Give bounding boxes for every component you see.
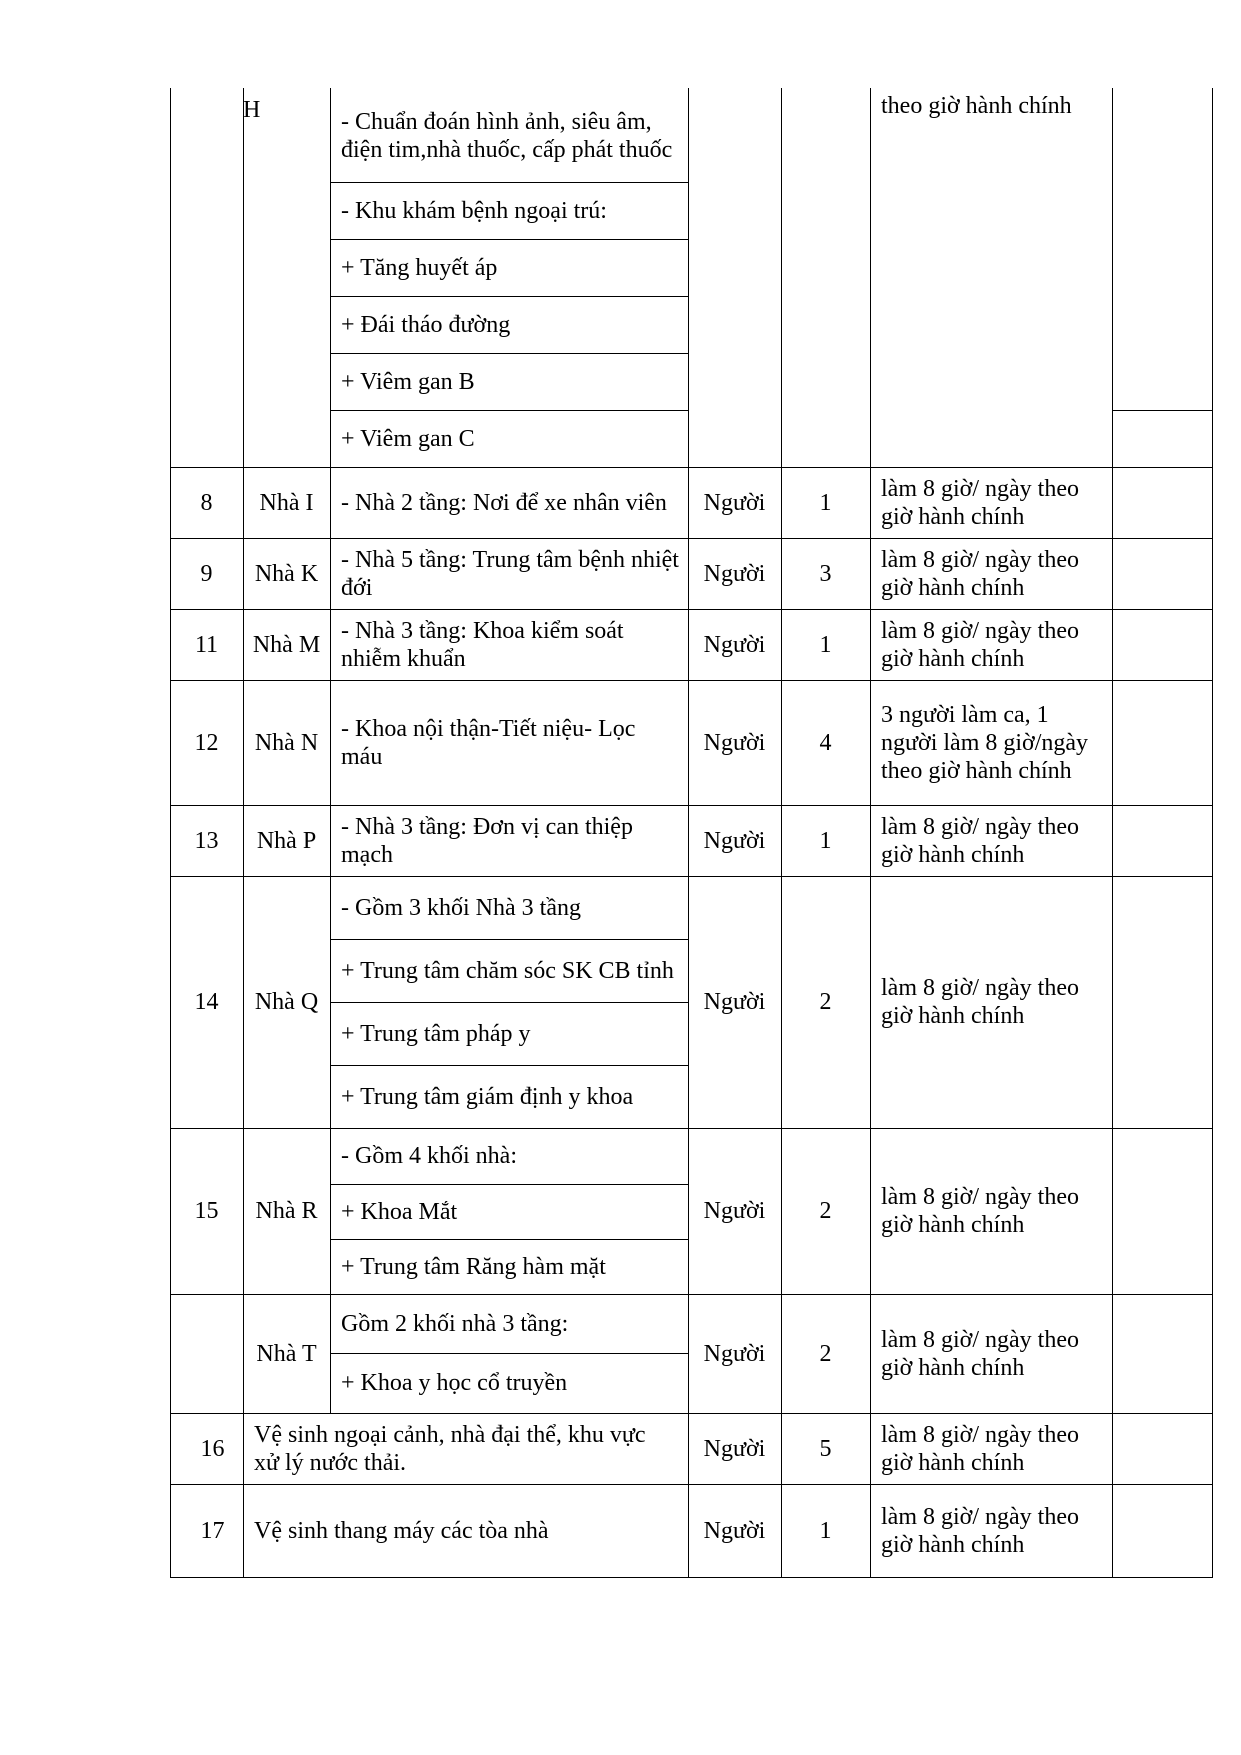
quantity-cell [781, 805, 870, 876]
quantity-cell [781, 609, 870, 680]
unit-cell [688, 1413, 781, 1484]
schedule-text: làm 8 giờ/ ngày theo giờ hành chính [881, 1503, 1079, 1558]
description-cell [243, 1413, 688, 1484]
description-cell [330, 538, 688, 609]
description-text: Gồm 2 khối nhà 3 tầng: [341, 1310, 569, 1337]
description-cell [330, 410, 688, 467]
schedule-cell [870, 609, 1112, 680]
schedule-text: làm 8 giờ/ ngày theo giờ hành chính [881, 546, 1079, 601]
description-text: - Nhà 3 tầng: Đơn vị can thiệp mạch [341, 813, 633, 868]
description-text: - Chuẩn đoán hình ảnh, siêu âm, điện tim,nhà thuốc, cấp phát thuốc [341, 109, 673, 163]
description-cell [330, 1184, 688, 1239]
row-line [1112, 410, 1212, 411]
description-cell [330, 805, 688, 876]
row-number [170, 1294, 243, 1413]
description-text: + Tăng huyết áp [341, 254, 498, 281]
quantity-cell [781, 876, 870, 1128]
row-number-text: 15 [194, 1198, 219, 1224]
row-number-text: 17 [200, 1517, 225, 1544]
schedule-text: theo giờ hành chính [881, 93, 1072, 119]
quantity-text: 2 [819, 1198, 832, 1224]
description-cell [243, 1484, 688, 1577]
description-text: + Trung tâm giám định y khoa [341, 1083, 634, 1110]
row-number-text: 14 [194, 989, 219, 1015]
description-text: - Gồm 4 khối nhà: [341, 1143, 517, 1169]
row-number-text: 16 [200, 1435, 225, 1462]
quantity-text: 1 [819, 827, 832, 854]
description-text: - Gồm 3 khối Nhà 3 tầng [341, 894, 581, 921]
unit-cell [688, 1484, 781, 1577]
row-number [170, 467, 243, 538]
description-text: + Đái tháo đường [341, 311, 511, 338]
unit-text: Người [703, 989, 766, 1015]
row-number-text: 9 [200, 560, 213, 587]
unit-cell [688, 1128, 781, 1294]
quantity-text: 1 [819, 489, 832, 516]
building-cell [250, 538, 323, 609]
row-number [170, 1484, 243, 1577]
description-text: + Trung tâm pháp y [341, 1020, 531, 1047]
quantity-cell [781, 680, 870, 805]
building-cell [250, 876, 323, 1128]
quantity-text: 3 [819, 560, 832, 587]
building-label: Nhà K [254, 560, 319, 587]
description-cell [330, 876, 688, 939]
description-text: + Khoa y học cổ truyền [341, 1370, 568, 1396]
row-number [170, 876, 243, 1128]
schedule-text: làm 8 giờ/ ngày theo giờ hành chính [881, 475, 1079, 530]
unit-cell [688, 680, 781, 805]
schedule-text: làm 8 giờ/ ngày theo giờ hành chính [881, 1326, 1079, 1381]
schedule-cell [870, 805, 1112, 876]
schedule-text: làm 8 giờ/ ngày theo giờ hành chính [881, 1184, 1079, 1238]
building-cell [250, 1294, 323, 1413]
unit-cell [688, 609, 781, 680]
building-label: Nhà N [254, 729, 319, 756]
description-cell [330, 1294, 688, 1353]
description-cell [330, 467, 688, 538]
quantity-text: 2 [819, 989, 832, 1015]
building-label: Nhà T [256, 1340, 317, 1367]
col-line-7 [1212, 88, 1213, 1578]
description-text: - Nhà 3 tầng: Khoa kiểm soát nhiễm khuẩn [341, 617, 624, 672]
schedule-text: làm 8 giờ/ ngày theo giờ hành chính [881, 617, 1079, 672]
building-cell [250, 805, 323, 876]
description-cell [330, 90, 688, 182]
col-line-6 [1112, 88, 1113, 1578]
description-cell [330, 1002, 688, 1065]
description-cell [330, 1128, 688, 1184]
schedule-text: làm 8 giờ/ ngày theo giờ hành chính [881, 813, 1079, 868]
description-cell [330, 680, 688, 805]
row-number [170, 805, 243, 876]
quantity-text: 1 [819, 1517, 832, 1544]
schedule-cell [870, 1413, 1112, 1484]
building-label: Nhà Q [254, 989, 319, 1015]
building-label: Nhà I [259, 489, 314, 516]
unit-text: Người [703, 1517, 766, 1544]
schedule-cell [870, 876, 1112, 1128]
description-text: - Nhà 2 tầng: Nơi để xe nhân viên [341, 489, 667, 516]
schedule-text: làm 8 giờ/ ngày theo giờ hành chính [881, 1421, 1079, 1476]
description-text: + Viêm gan C [341, 425, 475, 452]
schedule-cell [870, 467, 1112, 538]
row-line [170, 1577, 1213, 1578]
quantity-cell [781, 538, 870, 609]
description-cell [330, 1353, 688, 1413]
schedule-text: 3 người làm ca, 1 người làm 8 giờ/ngày theo giờ hành chính [881, 701, 1089, 784]
row-number [170, 680, 243, 805]
quantity-text: 1 [819, 631, 832, 658]
schedule-cell [870, 1484, 1112, 1577]
row-number [170, 538, 243, 609]
unit-text: Người [703, 489, 766, 516]
unit-cell [688, 805, 781, 876]
description-cell [330, 296, 688, 353]
row-number-text: 13 [194, 827, 219, 854]
unit-text: Người [703, 1198, 766, 1224]
row-number [170, 1413, 243, 1484]
row-number-text: 8 [200, 489, 213, 516]
schedule-cell [870, 1294, 1112, 1413]
description-text: + Viêm gan B [341, 368, 475, 395]
unit-text: Người [703, 827, 766, 854]
building-label: Nhà P [256, 827, 317, 854]
description-text: - Khoa nội thận-Tiết niệu- Lọc máu [341, 715, 636, 770]
description-cell [330, 353, 688, 410]
quantity-cell [781, 1294, 870, 1413]
row-number-text: 12 [194, 729, 219, 756]
quantity-text: 4 [819, 729, 832, 756]
row-number [170, 1128, 243, 1294]
description-text: + Trung tâm chăm sóc SK CB tỉnh [341, 957, 674, 984]
unit-text: Người [703, 631, 766, 658]
building-cell [243, 467, 330, 538]
description-text: Vệ sinh ngoại cảnh, nhà đại thể, khu vực xử lý nước thải. [254, 1421, 646, 1476]
building-cell [250, 609, 323, 680]
building-cell [250, 1128, 323, 1294]
description-text: + Trung tâm Răng hàm mặt [341, 1253, 606, 1280]
description-text: Vệ sinh thang máy các tòa nhà [254, 1517, 549, 1544]
quantity-cell [781, 1484, 870, 1577]
building-cell [243, 88, 330, 128]
description-text: - Khu khám bệnh ngoại trú: [341, 197, 607, 224]
description-cell [330, 1239, 688, 1294]
unit-cell [688, 876, 781, 1128]
row-number [170, 609, 243, 680]
schedule-cell [870, 1128, 1112, 1294]
row-number-text: 11 [194, 631, 219, 658]
schedule-text: làm 8 giờ/ ngày theo giờ hành chính [881, 975, 1079, 1029]
building-cell [250, 680, 323, 805]
quantity-cell [781, 1128, 870, 1294]
unit-text: Người [703, 729, 766, 756]
schedule-cell [870, 538, 1112, 609]
description-cell [330, 182, 688, 239]
building-label: Nhà R [255, 1198, 318, 1224]
description-cell [330, 939, 688, 1002]
unit-text: Người [703, 560, 766, 587]
quantity-cell [781, 1413, 870, 1484]
description-cell [330, 609, 688, 680]
quantity-cell [781, 467, 870, 538]
unit-text: Người [703, 1435, 766, 1462]
description-text: + Khoa Mắt [341, 1198, 458, 1225]
unit-cell [688, 467, 781, 538]
building-label: H [243, 97, 261, 123]
description-text: - Nhà 5 tầng: Trung tâm bệnh nhiệt đới [341, 546, 679, 601]
unit-cell [688, 538, 781, 609]
col-line-1 [243, 88, 244, 1578]
description-cell [330, 239, 688, 296]
building-label: Nhà M [252, 631, 321, 658]
schedule-cell [870, 680, 1112, 805]
schedule-cell [870, 88, 1112, 128]
unit-text: Người [703, 1340, 766, 1367]
unit-cell [688, 1294, 781, 1413]
description-cell [330, 1065, 688, 1128]
quantity-text: 2 [819, 1340, 832, 1367]
quantity-text: 5 [819, 1435, 832, 1462]
